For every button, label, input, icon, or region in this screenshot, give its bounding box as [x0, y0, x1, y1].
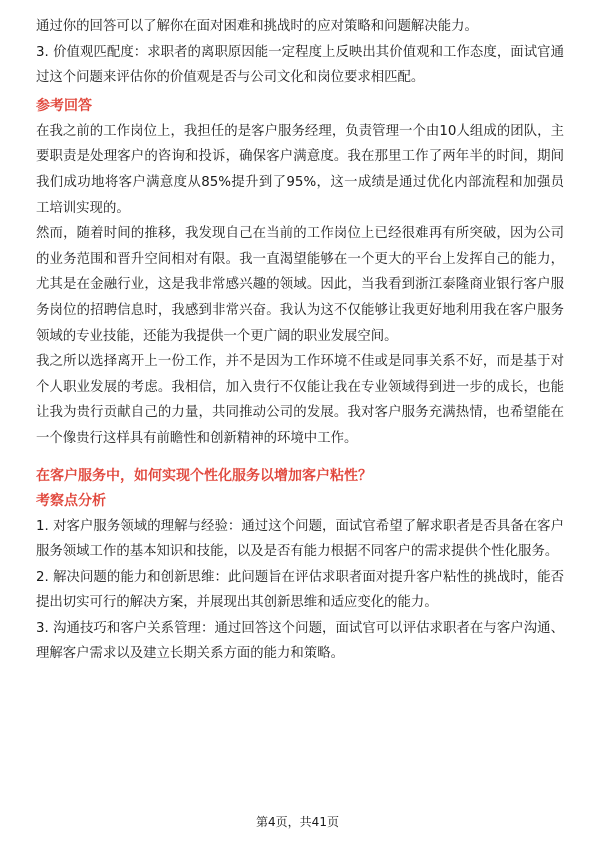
answer-paragraph-3: 我之所以选择离开上一份工作，并不是因为工作环境不佳或是同事关系不好，而是基于对个人职业发展的考虑。我相信，加入贵行不仅能让我在专业领域得到进一步的成长，也能让我为贵行贡献自己的力量，共同推动公司的发展。我对客户服务充满热情，也希望能在一个像贵行这样具有前瞻性和创新精神的环境中工作。 — [36, 354, 564, 446]
page-number: 第4页，共41页 — [256, 815, 339, 829]
document-body — [36, 14, 564, 667]
analysis-heading: 考察点分析 — [36, 492, 106, 509]
analysis-item-3: 3. 沟通技巧和客户关系管理：通过回答这个问题，面试官可以评估求职者在与客户沟通、理解客户需求以及建立长期关系方面的能力和策略。 — [36, 620, 564, 662]
analysis-item-2: 2. 解决问题的能力和创新思维：此问题旨在评估求职者面对提升客户粘性的挑战时，能否提出切实可行的解决方案，并展现出其创新思维和适应变化的能力。 — [36, 569, 564, 611]
value-match-paragraph: 3. 价值观匹配度：求职者的离职原因能一定程度上反映出其价值观和工作态度，面试官通过这个问题来评估你的价值观是否与公司文化和岗位要求相匹配。 — [36, 44, 564, 86]
question-heading: 在客户服务中，如何实现个性化服务以增加客户粘性？ — [36, 467, 372, 484]
answer-paragraph-2: 然而，随着时间的推移，我发现自己在当前的工作岗位上已经很难再有所突破，因为公司的业务范围和晋升空间相对有限。我一直渴望能够在一个更大的平台上发挥自己的能力，尤其是在金融行业，这是我非常感兴趣的领域。因此，当我看到浙江泰隆商业银行客户服务岗位的招聘信息时，我感到非常兴奋。我认为这不仅能够让我更好地利用我在客户服务领域的专业技能，还能为我提供一个更广阔的职业发展空间。 — [36, 226, 564, 344]
intro-paragraph: 通过你的回答可以了解你在面对困难和挑战时的应对策略和问题解决能力。 — [36, 19, 478, 34]
answer-paragraph-1: 在我之前的工作岗位上，我担任的是客户服务经理，负责管理一个由10人组成的团队，主要职责是处理客户的咨询和投诉，确保客户满意度。我在那里工作了两年半的时间，期间我们成功地将客户满意度从85%提升到了95%，这一成绩是通过优化内部流程和加强员工培训实现的。 — [36, 123, 564, 216]
reference-answer-heading: 参考回答 — [36, 97, 92, 114]
analysis-item-1: 1. 对客户服务领域的理解与经验：通过这个问题，面试官希望了解求职者是否具备在客户服务领域工作的基本知识和技能，以及是否有能力根据不同客户的需求提供个性化服务。 — [36, 518, 564, 560]
